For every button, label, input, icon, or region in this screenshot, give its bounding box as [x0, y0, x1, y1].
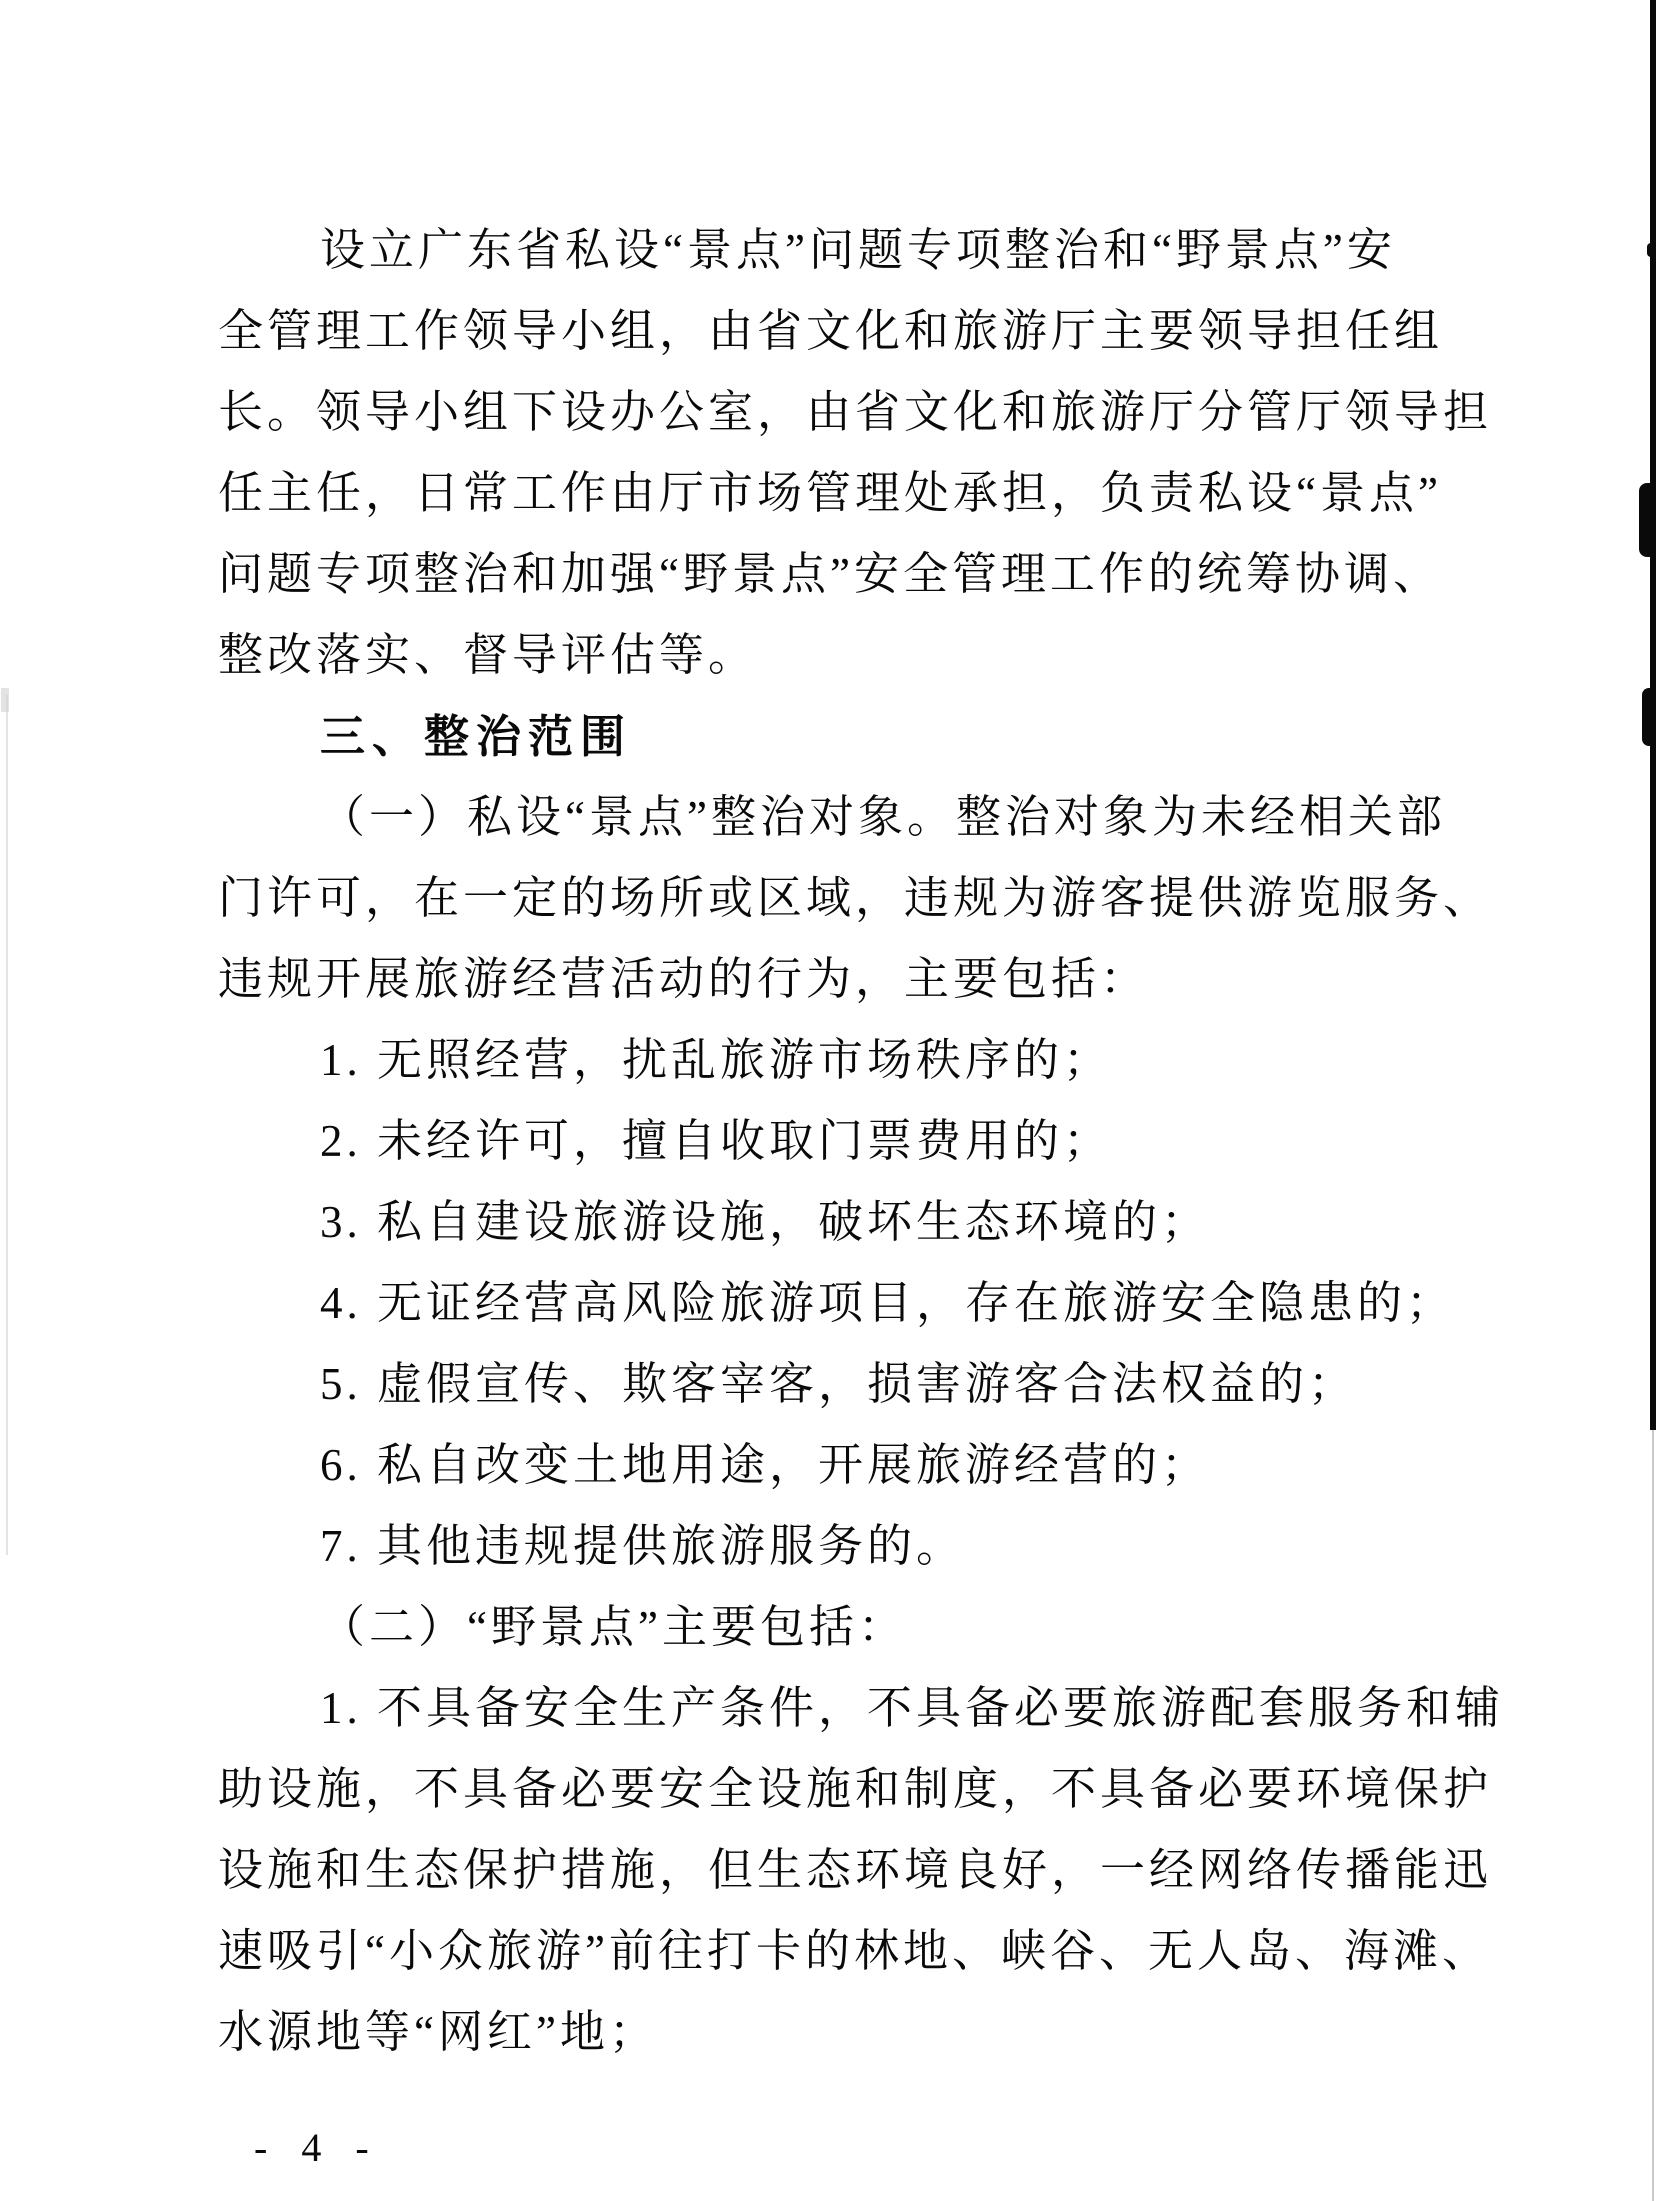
- paragraph-line: 门许可，在一定的场所或区域，违规为游客提供游览服务、: [218, 873, 1493, 923]
- scan-artifact-left-speck: [1, 688, 9, 712]
- paragraph-line: 整改落实、督导评估等。: [218, 630, 758, 680]
- list-item-3: 3. 私自建设旅游设施，破坏生态环境的；: [320, 1197, 1211, 1247]
- paragraph-line: 设立广东省私设“景点”问题专项整治和“野景点”安: [320, 225, 1396, 275]
- scan-artifact-left-line: [6, 695, 8, 1555]
- paragraph-line: 速吸引“小众旅游”前往打卡的林地、峡谷、无人岛、海滩、: [218, 1926, 1491, 1976]
- paragraph-line: 水源地等“网红”地；: [218, 2007, 658, 2057]
- document-body: [218, 210, 1548, 2073]
- paragraph-line: 长。领导小组下设办公室，由省文化和旅游厅分管厅领导担: [218, 387, 1493, 437]
- page-number: - 4 -: [254, 2125, 381, 2170]
- subsection-line: （一）私设“景点”整治对象。整治对象为未经相关部: [320, 792, 1446, 842]
- paragraph-line: 助设施，不具备必要安全设施和制度，不具备必要环境保护: [218, 1764, 1493, 1814]
- list-item-7: 7. 其他违规提供旅游服务的。: [320, 1521, 966, 1571]
- paragraph-line: 全管理工作领导小组，由省文化和旅游厅主要领导担任组: [218, 306, 1444, 356]
- subsection-line: （二）“野景点”主要包括：: [320, 1602, 907, 1652]
- list-item-4: 4. 无证经营高风险旅游项目，存在旅游安全隐患的；: [320, 1278, 1456, 1328]
- paragraph-line: 问题专项整治和加强“野景点”安全管理工作的统筹协调、: [218, 549, 1442, 599]
- list-item-5: 5. 虚假宣传、欺客宰客，损害游客合法权益的；: [320, 1359, 1358, 1409]
- scan-artifact-right-notch: [1647, 243, 1656, 257]
- paragraph-line: 违规开展旅游经营活动的行为，主要包括：: [218, 954, 1150, 1004]
- scan-artifact-right-bump: [1639, 483, 1656, 557]
- list-item-1: 1. 无照经营，扰乱旅游市场秩序的；: [320, 1035, 1113, 1085]
- paragraph-line: 任主任，日常工作由厅市场管理处承担，负责私设“景点”: [218, 468, 1442, 518]
- list-item-6: 6. 私自改变土地用途，开展旅游经营的；: [320, 1440, 1211, 1490]
- scan-artifact-right-bump: [1642, 688, 1656, 746]
- list-item-2: 2. 未经许可，擅自收取门票费用的；: [320, 1116, 1113, 1166]
- section-heading: 三、整治范围: [320, 711, 633, 762]
- list-item-1: 1. 不具备安全生产条件，不具备必要旅游配套服务和辅: [320, 1683, 1505, 1733]
- scan-artifact-right-fade: [1652, 1430, 1654, 2201]
- paragraph-line: 设施和生态保护措施，但生态环境良好，一经网络传播能迅: [218, 1845, 1493, 1895]
